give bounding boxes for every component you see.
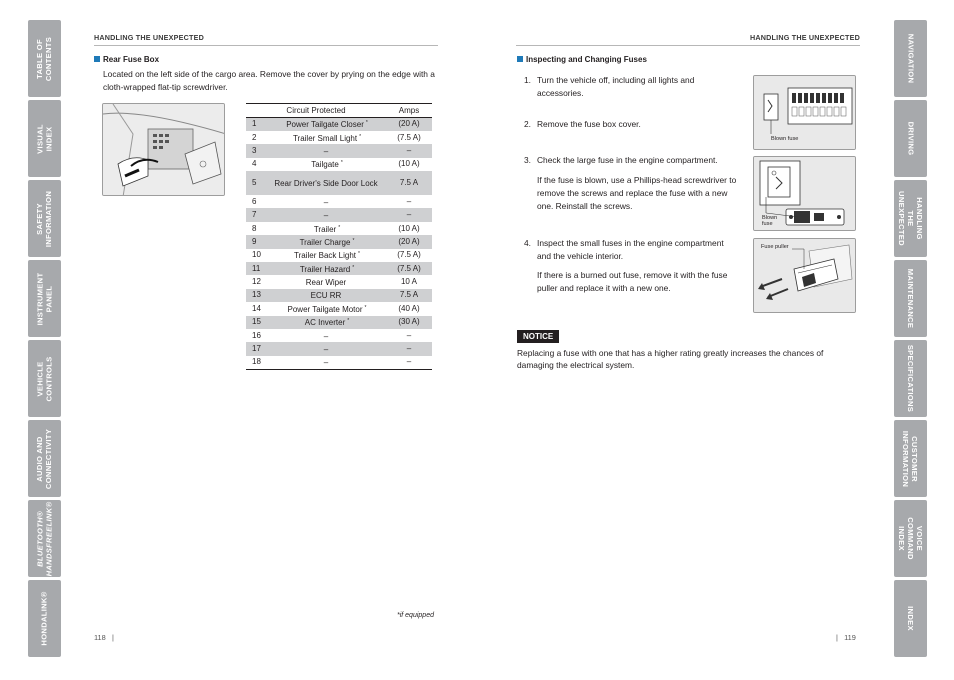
tab-label: VEHICLE CONTROLS — [35, 355, 54, 402]
fuse-number: 15 — [246, 316, 268, 329]
amps-cell: (7.5 A) — [386, 262, 432, 275]
rear-fuse-box-intro: Located on the left side of the cargo area. Remove the cover by prying on the edge with a cloth-wrapped flat-tip screwdriver. — [103, 69, 435, 92]
circuit-name: – — [323, 197, 329, 207]
fuse-number: 16 — [252, 330, 261, 340]
fuse-number: 6 — [252, 196, 257, 206]
step-3-subtext: If the fuse is blown, use a Phillips-head screwdriver to remove the screws and replace the fuse with a new one. Reinstall the screws. — [537, 175, 737, 211]
tab-index[interactable] — [894, 580, 927, 657]
page-number-text: 119 — [844, 633, 856, 642]
amps-cell: (10 A) — [398, 159, 420, 169]
if-equipped-mark: * — [352, 264, 355, 271]
section-bullet-icon — [94, 56, 100, 62]
fuse-number: 10 — [252, 250, 261, 260]
amps-cell: – — [406, 330, 412, 340]
circuit-cell — [268, 275, 386, 288]
circuit-cell — [268, 195, 386, 208]
rear-fuse-table — [246, 103, 432, 370]
fuse-number: 1 — [246, 118, 268, 131]
if-equipped-mark: * — [364, 304, 367, 311]
header-amps: Amps — [386, 104, 432, 118]
circuit-name: – — [323, 345, 329, 355]
amps-cell: 10 A — [400, 277, 417, 287]
table-row — [246, 208, 432, 221]
amps-cell: (7.5 A) — [397, 250, 421, 260]
step-2-text: Remove the fuse box cover. — [537, 119, 641, 129]
tab-label: AUDIO AND CONNECTIVITY — [35, 428, 54, 489]
if-equipped-mark: * — [359, 133, 362, 140]
tab-hondalink[interactable] — [28, 580, 61, 657]
fuse-number: 13 — [246, 289, 268, 302]
if-equipped-mark: * — [358, 251, 360, 258]
circuit-cell — [268, 342, 386, 355]
cargo-area-fuse-cover-image — [103, 104, 225, 196]
rear-fuse-box-illustration — [102, 103, 225, 196]
tab-instrument-panel[interactable] — [28, 260, 61, 337]
fuse-number: 3 — [246, 144, 268, 157]
table-row — [246, 131, 432, 144]
circuit-name: – — [323, 358, 329, 368]
circuit-name: – — [323, 331, 329, 341]
circuit-cell — [268, 329, 386, 342]
section-title-text: Rear Fuse Box — [103, 55, 160, 64]
circuit-cell — [268, 158, 386, 171]
tab-label: DRIVING — [906, 121, 915, 156]
fuse-number: 8 — [252, 223, 257, 233]
fuse-box-image — [754, 76, 856, 150]
blown-fuse-label: Blown fuse — [771, 136, 799, 142]
tab-safety-information[interactable] — [28, 180, 61, 257]
fuse-number: 4 — [252, 159, 257, 169]
table-row — [246, 275, 432, 288]
step-number: 1. — [524, 75, 531, 85]
amps-cell: (20 A) — [386, 118, 432, 131]
tab-label: VOICE COMMAND INDEX — [897, 517, 924, 560]
amps-cell: (7.5 A) — [397, 132, 421, 142]
if-equipped-mark: * — [352, 237, 355, 244]
tab-label: HONDALINK® — [40, 591, 49, 646]
fuse-number: 14 — [252, 303, 261, 313]
left-header-rule — [94, 45, 438, 46]
tab-label: INSTRUMENT PANEL — [35, 272, 54, 325]
table-row — [246, 342, 432, 355]
if-equipped-mark: * — [365, 120, 368, 127]
step-number: 2. — [524, 119, 531, 129]
circuit-cell — [268, 118, 386, 131]
table-row — [246, 289, 432, 302]
fuse-number: 18 — [246, 356, 268, 369]
right-header-rule — [516, 45, 860, 46]
circuit-name: Tailgate — [311, 160, 339, 170]
circuit-cell — [268, 171, 386, 195]
table-row — [246, 144, 432, 157]
tab-specifications[interactable] — [894, 340, 927, 417]
circuit-cell — [268, 144, 386, 157]
tab-customer-information[interactable] — [894, 420, 927, 497]
circuit-cell — [268, 356, 386, 369]
amps-cell: – — [406, 196, 412, 206]
circuit-cell — [268, 302, 386, 315]
circuit-name: Power Tailgate Motor — [287, 304, 363, 314]
amps-cell: 7.5 A — [386, 171, 432, 195]
circuit-name: – — [323, 211, 329, 221]
right-page-header: HANDLING THE UNEXPECTED — [750, 33, 861, 42]
fuse-puller-image — [754, 239, 856, 313]
inspecting-fuses-title — [517, 55, 647, 64]
tab-label: SAFETY INFORMATION — [35, 190, 54, 247]
large-fuse-illustration — [753, 156, 856, 231]
notice-text: Replacing a fuse with one that has a higher rating greatly increases the chances of damaging the electrical system. — [517, 348, 824, 370]
fuse-number: 9 — [246, 235, 268, 248]
tab-bluetooth-handsfreelink[interactable] — [28, 500, 61, 577]
step-4-subtext: If there is a burned out fuse, remove it with the fuse puller and replace it with a new one. — [537, 270, 728, 293]
amps-cell: – — [386, 144, 432, 157]
tab-label: VISUAL INDEX — [35, 123, 54, 154]
circuit-cell — [268, 208, 386, 221]
rear-fuse-box-title — [94, 55, 159, 64]
circuit-name: Trailer Hazard — [299, 264, 351, 274]
amps-cell: – — [386, 342, 432, 355]
circuit-name: Trailer Back Light — [294, 251, 356, 261]
tab-label: INDEX — [906, 606, 915, 631]
left-page-number: 118 | — [94, 633, 114, 642]
amps-cell: 7.5 A — [386, 289, 432, 302]
amps-cell: (20 A) — [386, 235, 432, 248]
circuit-cell — [268, 316, 386, 329]
table-row — [246, 329, 432, 342]
tab-label: MAINTENANCE — [906, 268, 916, 329]
step-1-text: Turn the vehicle off, including all lights and accessories. — [537, 75, 695, 98]
section-bullet-icon — [517, 56, 523, 62]
circuit-cell — [268, 289, 386, 302]
tab-handling-the-unexpected[interactable] — [894, 180, 927, 257]
tab-label: SPECIFICATIONS — [906, 344, 916, 413]
table-row — [246, 158, 432, 171]
fuse-number: 11 — [246, 262, 268, 275]
fuse-number: 12 — [252, 277, 261, 287]
step-4-text: Inspect the small fuses in the engine compartment and the vehicle interior. — [537, 238, 724, 261]
circuit-cell — [268, 131, 386, 144]
circuit-name: – — [323, 146, 329, 156]
tab-driving[interactable] — [894, 100, 927, 177]
tab-navigation[interactable] — [894, 20, 927, 97]
step-3-text: Check the large fuse in the engine compartment. — [537, 155, 718, 165]
amps-cell: – — [386, 356, 432, 369]
blown-fuse-label: Blown fuse — [762, 215, 778, 227]
tab-voice-command-index[interactable] — [894, 500, 927, 577]
circuit-name: AC Inverter — [304, 318, 346, 328]
fuse-number: 5 — [246, 171, 268, 195]
tab-table-of-contents[interactable] — [28, 20, 61, 97]
table-row — [246, 222, 432, 235]
step-number: 4. — [524, 238, 531, 248]
tab-visual-index[interactable] — [28, 100, 61, 177]
fuse-number: 7 — [246, 208, 268, 221]
if-equipped-mark: * — [338, 224, 341, 231]
right-page-number: | 119 — [836, 633, 856, 642]
table-row — [246, 302, 432, 315]
tab-vehicle-controls[interactable] — [28, 340, 61, 417]
left-page-header: HANDLING THE UNEXPECTED — [94, 33, 205, 42]
circuit-cell — [268, 235, 386, 248]
tab-label: HANDLING THE UNEXPECTED — [897, 191, 924, 246]
amps-cell: (40 A) — [398, 303, 420, 313]
circuit-cell — [268, 262, 386, 275]
fuse-puller-label: Fuse puller — [761, 244, 789, 250]
notice-badge: NOTICE — [517, 330, 559, 343]
circuit-name: Trailer Charge — [299, 237, 351, 247]
circuit-name: ECU RR — [310, 291, 342, 301]
circuit-name: Rear Wiper — [305, 278, 347, 288]
table-row — [246, 356, 432, 369]
if-equipped-mark: * — [347, 318, 350, 325]
table-row — [246, 249, 432, 262]
fuse-number: 2 — [252, 132, 257, 142]
circuit-cell — [268, 222, 386, 235]
fuse-table-header — [246, 104, 432, 118]
amps-cell: (10 A) — [398, 223, 420, 233]
table-row — [246, 235, 432, 248]
tab-maintenance[interactable] — [894, 260, 927, 337]
page-number-text: 118 — [94, 633, 106, 642]
step-number: 3. — [524, 155, 531, 165]
amps-cell: (30 A) — [386, 316, 432, 329]
circuit-name: Power Tailgate Closer — [286, 120, 364, 130]
fuse-puller-illustration — [753, 238, 856, 313]
circuit-name: Trailer Small Light — [292, 133, 358, 143]
table-row — [246, 195, 432, 208]
table-row — [246, 262, 432, 275]
fuse-number: 17 — [246, 342, 268, 355]
tab-audio-connectivity[interactable] — [28, 420, 61, 497]
table-row — [246, 316, 432, 329]
circuit-name: Trailer — [313, 224, 337, 234]
table-row — [246, 118, 432, 131]
circuit-cell — [268, 249, 386, 262]
if-equipped-footnote: *if equipped — [397, 612, 434, 619]
header-circuit-protected: Circuit Protected — [246, 104, 386, 118]
if-equipped-mark: * — [340, 160, 343, 167]
tab-label: BLUETOOTH® HANDSFREELINK® — [35, 501, 54, 576]
table-row — [246, 171, 432, 195]
amps-cell: – — [386, 208, 432, 221]
section-title-text: Inspecting and Changing Fuses — [526, 55, 647, 64]
circuit-name: Rear Driver's Side Door Lock — [274, 179, 378, 189]
tab-label: CUSTOMER INFORMATION — [901, 430, 920, 487]
fuse-box-illustration — [753, 75, 856, 150]
tab-label: NAVIGATION — [906, 33, 916, 84]
tab-label: TABLE OF CONTENTS — [35, 36, 54, 81]
